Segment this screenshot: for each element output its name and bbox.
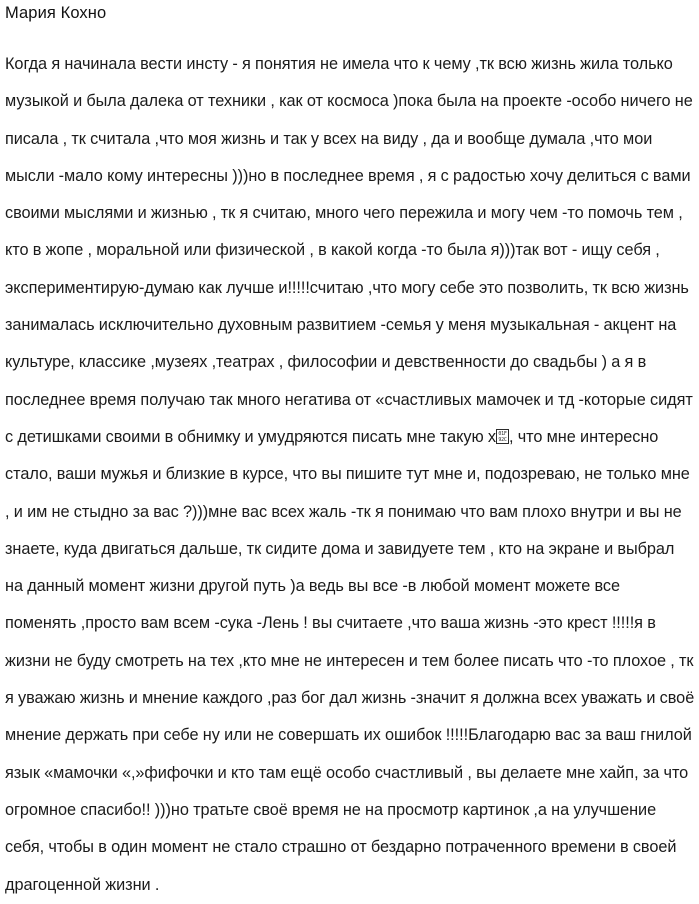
missing-glyph-emoji-icon xyxy=(496,429,509,444)
missing-glyph-codepoint-high: 01F xyxy=(498,430,507,437)
post-text-part-1: Когда я начинала вести инсту - я понятия не имела что к чему ,тк всю жизнь жила только музыкой и была далека от техники , как от космоса )пока была на проекте -особо ничего не писала , тк считала ,что моя жизнь и так у всех на виду , да и вообще думала ,что мои мысли -мало кому интересны )))но в последнее время , я с радостью хочу делиться с вами своими мыслями и жизнью , тк я считаю, много чего пережила и могу чем -то помочь тем , кто в жопе , моральной или физической , в какой когда -то была я)))так вот - ищу себя , экспериментирую-думаю как лучше и!!!!!считаю ,что могу себе это позволить, тк всю жизнь занималась исключительно духовным развитием -семья у меня музыкальная - акцент на культуре, классике ,музеях ,театрах , философии и девственности до свадьбы ) а я в последнее время получаю так много негатива от «счастливых мамочек и тд -которые сидят с детишками своими в обнимку и умудряются писать мне такую х xyxy=(5,55,693,446)
post-paragraph xyxy=(5,46,695,904)
post-body xyxy=(5,46,695,904)
missing-glyph-codepoint-low: 92C xyxy=(498,436,507,443)
page-title: Мария Кохно xyxy=(5,4,107,22)
post-text-part-2: , что мне интересно стало, ваши мужья и близкие в курсе, что вы пишите тут мне и, подозреваю, не только мне , и им не стыдно за вас ?)))мне вас всех жаль -тк я понимаю что вам плохо внутри и вы не знаете, куда двигаться дальше, тк сидите дома и завидуете тем , кто на экране и выбрал на данный момент жизни другой путь )а ведь вы все -в любой момент можете все поменять ,просто вам всем -сука -Лень ! вы считаете ,что ваша жизнь -это крест !!!!!я в жизни не буду смотреть на тех ,кто мне не интересен и тем более писать что -то плохое , тк я уважаю жизнь и мнение каждого ,раз бог дал жизнь -значит я должна всех уважать и своё мнение держать при себе ну или не совершать их ошибок !!!!!Благодарю вас за ваш гнилой язык «мамочки «,»фифочки и кто там ещё особо счастливый , вы делаете мне хайп, за что огромное спасибо!! )))но тратьте своё время не на просмотр картинок ,а на улучшение себя, чтобы в один момент не стало страшно от бездарно потраченного времени в своей драгоценной жизни . xyxy=(5,427,695,894)
